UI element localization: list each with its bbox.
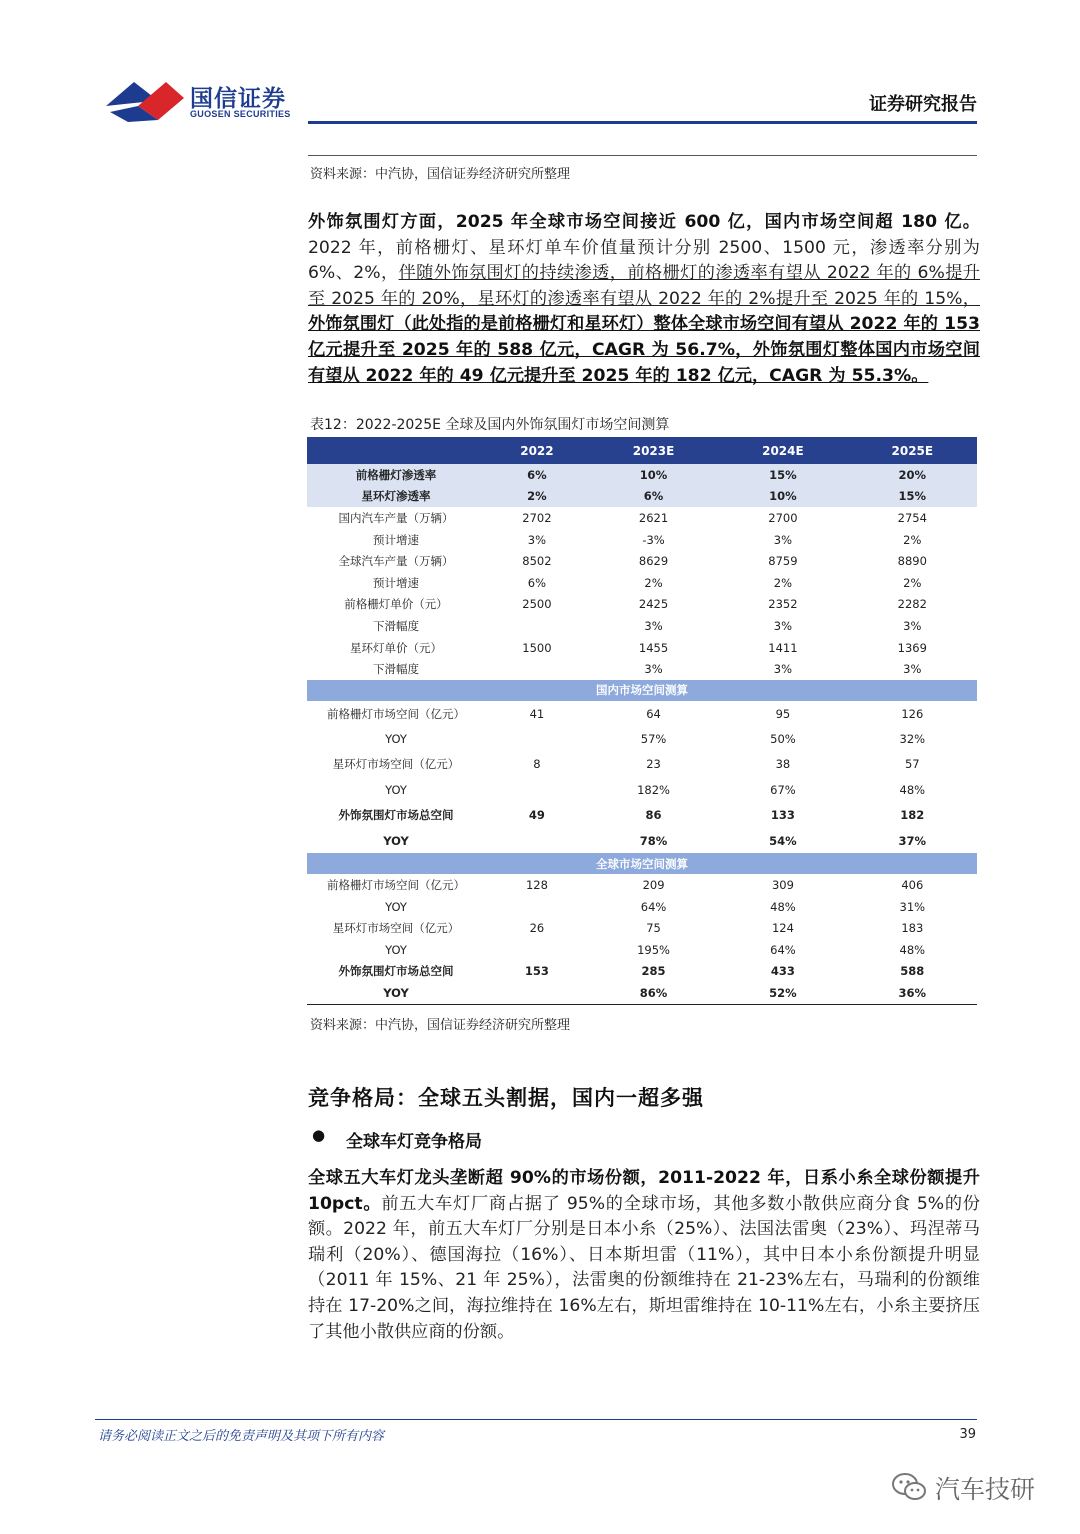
table-cell: 57%	[640, 732, 667, 747]
table-cell: 3%	[773, 532, 793, 547]
table-cell: 50%	[770, 732, 796, 747]
table-row	[307, 752, 977, 777]
table-row	[307, 594, 977, 616]
table-cell: 48%	[770, 899, 796, 914]
table-cell: 75	[646, 921, 661, 936]
table-cell: 183	[901, 921, 924, 936]
table-cell: 2754	[897, 510, 927, 525]
table-row	[307, 486, 977, 508]
table-cell: 3%	[527, 532, 547, 547]
table-cell: 1411	[768, 640, 798, 655]
table-cell: 195%	[637, 942, 670, 957]
table-cell: 78%	[639, 833, 668, 848]
table-cell: -3%	[642, 532, 665, 547]
paragraph2-bold-lead: 全球五大车灯龙头垄断超 90%的市场份额，2011-2022 年，日系小糸全球份额提升 10pct。	[308, 1168, 980, 1214]
page-number: 39	[959, 1427, 976, 1442]
table-cell: 41	[529, 706, 545, 721]
table-row	[307, 917, 977, 939]
table-cell: 86	[645, 808, 662, 823]
table-row	[307, 615, 977, 637]
table-cell: 2500	[522, 597, 552, 612]
table-cell: 406	[901, 878, 924, 893]
wechat-icon	[891, 1472, 927, 1502]
table-cell: 67%	[770, 782, 796, 797]
table-header-cell	[307, 437, 485, 464]
table-row	[307, 529, 977, 551]
table-cell: 10%	[718, 486, 847, 508]
table-cell: 8890	[897, 554, 927, 569]
table-cell: 3%	[773, 618, 793, 633]
paragraph1-plain: 2022 年，前格栅灯、星环灯单车价值量预计分别 2500、1500 元，渗透率分别为 6%、2%，	[308, 237, 980, 284]
table-cell: 20%	[848, 464, 977, 486]
row-label: YOY	[385, 899, 407, 914]
row-label: 下滑幅度	[373, 662, 419, 677]
table-cell: 3%	[773, 662, 793, 677]
table-header-cell: 2022	[485, 437, 589, 464]
table-cell: 2282	[897, 597, 927, 612]
table-cell: 95	[775, 706, 791, 721]
bullet-heading: 全球车灯竞争格局	[346, 1132, 482, 1152]
row-label: 星环灯市场空间（亿元）	[332, 757, 460, 772]
logo-mark-icon	[104, 76, 188, 124]
table-cell: 15%	[848, 486, 977, 508]
table-cell	[485, 615, 589, 637]
row-label: 前格栅灯市场空间（亿元）	[327, 878, 465, 893]
table-cell: 52%	[718, 982, 847, 1004]
watermark	[893, 1470, 1035, 1506]
section-label-global: 全球市场空间测算	[307, 853, 977, 874]
table-cell: 2702	[522, 510, 552, 525]
row-label: 下滑幅度	[373, 618, 419, 633]
table-cell: 36%	[848, 982, 977, 1004]
table-cell: 48%	[899, 942, 926, 957]
logo-text-en: GUOSEN SECURITIES	[190, 109, 291, 119]
paragraph-competition	[308, 1166, 980, 1345]
top-divider	[308, 155, 977, 156]
table-section-row	[307, 680, 977, 701]
table-cell: 6%	[527, 575, 547, 590]
table-cell: 1500	[522, 640, 552, 655]
table-cell: 133	[770, 808, 795, 823]
table-cell: 182%	[637, 782, 670, 797]
table-cell: 86%	[589, 982, 718, 1004]
row-label: 全球汽车产量（万辆）	[338, 554, 454, 569]
paragraph-exterior-lighting	[308, 210, 980, 389]
table-row	[307, 982, 977, 1004]
table-cell: 54%	[769, 833, 797, 848]
table-cell: 8629	[638, 554, 669, 569]
table-cell: 8759	[768, 554, 798, 569]
logo-text-cn: 国信证券	[190, 86, 286, 112]
row-label: YOY	[385, 732, 407, 747]
table-cell	[485, 939, 589, 961]
table-cell: 285	[641, 964, 666, 979]
table-row	[307, 939, 977, 961]
table-row	[307, 658, 977, 680]
table-cell: 128	[525, 878, 548, 893]
table-cell	[485, 982, 589, 1004]
table-cell: 6%	[485, 464, 589, 486]
table-cell: 209	[642, 878, 665, 893]
footer-disclaimer: 请务必阅读正文之后的免责声明及其项下所有内容	[98, 1429, 385, 1444]
table-row	[307, 637, 977, 659]
bullet-icon: ●	[312, 1126, 326, 1144]
table-cell: 3%	[644, 618, 663, 633]
table-cell: 2352	[768, 597, 798, 612]
table-row	[307, 874, 977, 896]
table-cell	[485, 896, 589, 918]
table-header-cell: 2025E	[848, 437, 977, 464]
table-cell: 49	[528, 808, 545, 823]
table-cell: 38	[775, 757, 791, 772]
table-cell: 64%	[640, 899, 667, 914]
table-cell: 64	[646, 706, 661, 721]
row-label: 星环灯市场空间（亿元）	[332, 921, 460, 936]
table-cell: 2425	[638, 597, 669, 612]
table-cell: 3%	[903, 662, 922, 677]
table-cell: 57	[904, 757, 920, 772]
row-label: YOY	[307, 982, 485, 1004]
table-cell: 10%	[589, 464, 718, 486]
table-cell: 48%	[899, 782, 926, 797]
company-logo	[104, 76, 294, 124]
table-header-cell: 2023E	[589, 437, 718, 464]
table-cell: 23	[646, 757, 661, 772]
table-cell: 126	[901, 706, 924, 721]
table-cell: 2700	[768, 510, 798, 525]
row-label: 前格栅灯渗透率	[307, 464, 485, 486]
header-divider	[308, 121, 977, 124]
table-cell: 2%	[485, 486, 589, 508]
table-row	[307, 507, 977, 529]
paragraph1-bold-underlined: 外饰氛围灯（此处指的是前格栅灯和星环灯）整体全球市场空间有望从 2022 年的 153 亿元提升至 2025 年的 588 亿元，CAGR 为 56.7%，外饰氛围灯整体国内市场空间有望从 2022 年的 49 亿元提升至 2025 年的 182 亿元，CAGR 为 55.3%。	[308, 314, 980, 386]
table-section-row	[307, 853, 977, 874]
table-cell: 15%	[718, 464, 847, 486]
table-cell	[485, 726, 589, 751]
table-cell: 6%	[589, 486, 718, 508]
table-row	[307, 961, 977, 983]
row-label: 国内汽车产量（万辆）	[338, 510, 454, 525]
source-note-bottom: 资料来源：中汽协，国信证券经济研究所整理	[310, 1018, 571, 1033]
section-heading: 竞争格局：全球五头割据，国内一超多强	[308, 1086, 704, 1110]
table-cell: 26	[529, 921, 545, 936]
row-label: 外饰氛围灯市场总空间	[338, 964, 454, 979]
paragraph1-underlined: 伴随外饰氛围灯的持续渗透，前格栅灯的渗透率有望从 2022 年的 6%提升至 2025 年的 20%，星环灯的渗透率有望从 2022 年的 2%提升至 2025 年的 15%，	[308, 263, 980, 309]
table-cell: 32%	[899, 732, 926, 747]
table-row	[307, 803, 977, 828]
table-cell	[485, 828, 589, 853]
section-label-domestic: 国内市场空间测算	[307, 680, 977, 701]
table-cell: 3%	[903, 618, 922, 633]
market-size-table	[307, 437, 977, 1005]
report-type-label: 证券研究报告	[869, 94, 977, 115]
footer-divider	[95, 1419, 977, 1420]
table-cell: 31%	[899, 899, 926, 914]
table-cell	[485, 658, 589, 680]
watermark-text: 汽车技研	[935, 1475, 1036, 1504]
source-note-top: 资料来源：中汽协，国信证券经济研究所整理	[310, 167, 571, 182]
table-cell: 588	[900, 964, 925, 979]
table-cell: 1455	[638, 640, 669, 655]
row-label: YOY	[383, 833, 409, 848]
table-row	[307, 777, 977, 802]
table-cell: 64%	[770, 942, 796, 957]
table-row	[307, 572, 977, 594]
table-title: 表12：2022-2025E 全球及国内外饰氛围灯市场空间测算	[310, 417, 670, 433]
row-label: YOY	[385, 942, 407, 957]
row-label: 外饰氛围灯市场总空间	[338, 808, 454, 823]
paragraph2-plain: 前五大车灯厂商占据了 95%的全球市场，其他多数小散供应商分食 5%的份额。2022 年，前五大车灯厂分别是日本小糸（25%）、法国法雷奥（23%）、玛涅蒂马瑞利（20%）、德国海拉（16%）、日本斯坦雷（11%），其中日本小糸份额提升明显（2011 年 15%、21 年 25%），法雷奥的份额维持在 21-23%左右，马瑞利的份额维持在 17-20%之间，海拉维持在 16%左右，斯坦雷维持在 10-11%左右，小糸主要挤压了其他小散供应商的份额。	[308, 1193, 980, 1342]
table-cell: 8	[533, 757, 541, 772]
row-label: 星环灯单价（元）	[350, 640, 442, 655]
table-cell: 1369	[897, 640, 927, 655]
table-row	[307, 550, 977, 572]
table-cell: 124	[771, 921, 794, 936]
table-row	[307, 828, 977, 853]
table-row	[307, 726, 977, 751]
table-row	[307, 464, 977, 486]
table-cell: 2%	[903, 532, 922, 547]
table-row	[307, 896, 977, 918]
row-label: 前格栅灯单价（元）	[344, 597, 448, 612]
table-cell: 8502	[522, 554, 552, 569]
table-cell: 433	[770, 964, 795, 979]
table-cell: 2%	[644, 575, 663, 590]
row-label: 前格栅灯市场空间（亿元）	[327, 706, 465, 721]
table-header-cell: 2024E	[718, 437, 847, 464]
table-cell: 3%	[644, 662, 663, 677]
table-row	[307, 701, 977, 726]
table-cell: 2%	[903, 575, 922, 590]
row-label: 星环灯渗透率	[307, 486, 485, 508]
table-cell: 37%	[898, 833, 927, 848]
table-cell: 2%	[773, 575, 793, 590]
table-cell: 153	[524, 964, 549, 979]
table-cell: 2621	[638, 510, 669, 525]
table-cell: 309	[771, 878, 794, 893]
table-cell	[485, 777, 589, 802]
row-label: YOY	[385, 782, 407, 797]
table-header-row	[307, 437, 977, 464]
row-label: 预计增速	[373, 575, 419, 590]
table-cell: 182	[900, 808, 925, 823]
paragraph1-bold-lead: 外饰氛围灯方面，2025 年全球市场空间接近 600 亿，国内市场空间超 180 亿。	[308, 212, 980, 232]
row-label: 预计增速	[373, 532, 419, 547]
